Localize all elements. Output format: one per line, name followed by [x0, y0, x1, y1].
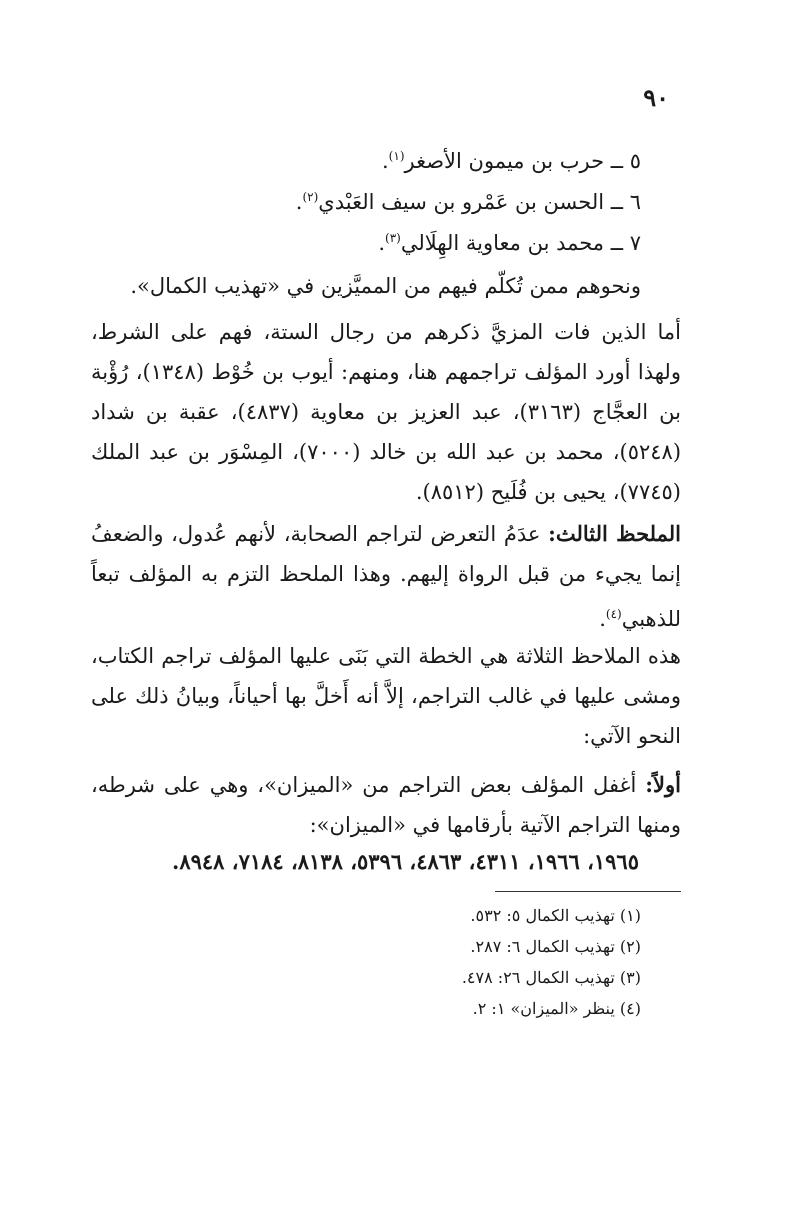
list-item-text: ٦ ــ الحسن بن عَمْرو بن سيف العَبْدي	[318, 190, 641, 214]
paragraph-4: هذه الملاحظ الثلاثة هي الخطة التي بَنَى عليها المؤلف تراجم الكتاب، ومشى عليها في غالب التراجم، إلاَّ أنه أَخلَّ بها أحياناً، وبيانُ ذلك على النحو الآتي:	[91, 644, 681, 748]
list-item-end: .	[378, 231, 386, 255]
paragraph-5	[91, 765, 681, 845]
footnote: (٢) تهذيب الكمال ٦: ٢٨٧.	[470, 937, 641, 956]
paragraph-1: ونحوهم ممن تُكلّم فيهم من المميَّزين في «تهذيب الكمال».	[130, 274, 641, 298]
footnote-ref: (١)	[388, 149, 405, 163]
page-number: ٩٠	[643, 83, 669, 112]
footnote: (٣) تهذيب الكمال ٢٦: ٤٧٨.	[461, 968, 641, 987]
list-item	[382, 136, 641, 181]
list-item-end: .	[295, 190, 303, 214]
paragraph-3-label: الملحظ الثالث:	[548, 521, 681, 546]
list-item-text: ٥ ــ حرب بن ميمون الأصغر	[404, 149, 641, 173]
footnote: (١) تهذيب الكمال ٥: ٥٣٢.	[470, 906, 641, 925]
footnote-ref: (٢)	[302, 190, 319, 204]
paragraph-3-end: .	[599, 607, 606, 631]
paragraph-2: أما الذين فات المزيَّ ذكرهم من رجال الستة، فهم على الشرط، ولهذا أورد المؤلف تراجمهم هنا، ومنهم: أيوب بن خُوْط (١٣٤٨)، رُؤْبة بن العجَّاج (٣١٦٣)، عبد العزيز بن معاوية (٤٨٣٧)، عقبة بن شداد (٥٢٤٨)، محمد بن عبد الله بن خالد (٧٠٠٠)، المِسْوَر بن عبد الملك (٧٧٤٥)، يحيى بن فُلَيح (٨٥١٢).	[91, 320, 682, 504]
paragraph-5-label: أولاً:	[645, 772, 681, 797]
list-item-text: ٧ ــ محمد بن معاوية الهِلَالي	[400, 231, 641, 255]
list-item	[378, 218, 641, 263]
footnote: (٤) ينظر «الميزان» ١: ٢.	[472, 999, 641, 1018]
paragraph-5-body: أغفل المؤلف بعض التراجم من «الميزان»، وهي على شرطه، ومنها التراجم الآتية بأرقامها في «الميزان»:	[91, 773, 681, 837]
entry-numbers-line: ١٩٦٥، ١٩٦٦، ٤٣١١، ٤٨٦٣، ٥٣٩٦، ٨١٣٨، ٧١٨٤، ٨٩٤٨.	[172, 849, 639, 874]
list-item-end: .	[381, 149, 389, 173]
paragraph-3-body: عدَمُ التعرض لتراجم الصحابة، لأنهم عُدول، والضعفُ إنما يجيء من قبل الرواة إليهم. وهذا الملحظ التزم به المؤلف تبعاً للذهبي	[91, 522, 681, 631]
footnote-ref: (٣)	[385, 231, 401, 245]
footnote-ref: (٤)	[605, 607, 622, 621]
footnote-divider	[495, 891, 681, 892]
paragraph-3	[91, 514, 681, 639]
list-item	[296, 177, 641, 222]
